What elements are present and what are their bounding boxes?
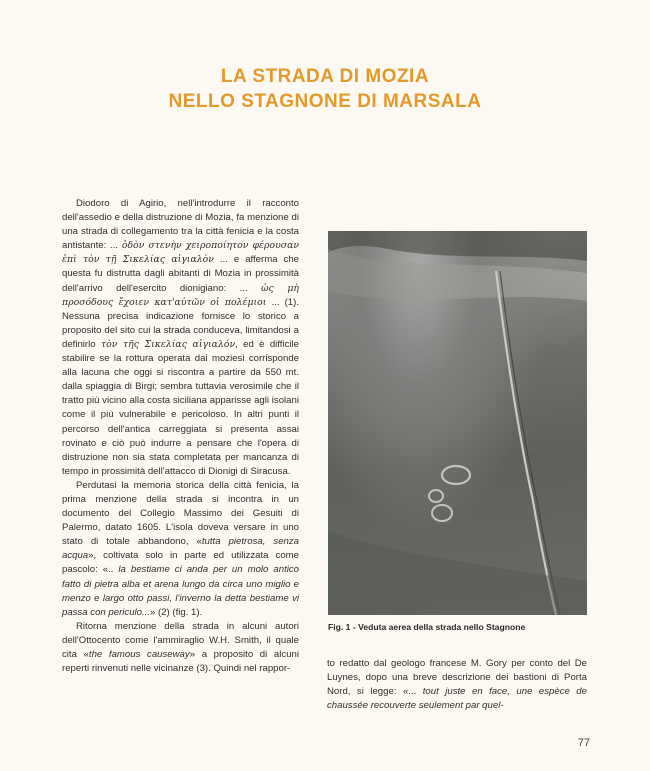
- greek-quote: ὁδὸν στενὴν χειροποίητον φέρουσαν ἐπὶ τὸν τῇ Σικελίας αἰγιαλὸν: [62, 240, 299, 266]
- text-run: , ed è difficile stabilire se la rottura operata dai moziesi corrisponde alla lacuna che oggi si riscontra a partire da 550 mt. dalla spiaggia di Birgi; sembra tuttavia verosimile che il tratto più vicino alla costa siciliana apparisse agli isolani come il più vulnerabile e pericoloso. In altri punti il percorso dell'antica carreggiata si presenta assai rovinato e ciò può indurre a pensare che l'opera di distruzione non sia stata completata per mancanza di tempo in prossimità dell'attacco di Dionigi di Siracusa.: [62, 338, 299, 477]
- continuation-paragraph: [327, 657, 587, 713]
- islet-outline-1: [442, 466, 470, 484]
- figure-caption: Fig. 1 - Veduta aerea della strada nello Stagnone: [328, 622, 526, 632]
- italic-quote: tutta pietrosa, senza acqua: [62, 536, 299, 562]
- islet-outline-3: [432, 505, 452, 521]
- text-run: to redatto dal geologo francese M. Gory per conto del De Luynes, dopo una breve descrizione dei bastioni di Porta Nord, si legge: «...: [327, 658, 587, 698]
- aerial-photo-drawing: [328, 231, 587, 615]
- text-run: Ritorna menzione della strada in alcuni autori dell'Ottocento come l'ammiraglio W.H. Smith, il quale cita «: [62, 620, 299, 660]
- text-run: » (2) (fig. 1).: [150, 606, 203, 618]
- italic-quote: the famous causeway: [88, 649, 190, 660]
- text-run: ... e afferma che questa fu distrutta dagli abitanti di Mozia in prossimità dell'arrivo dell'esercito dionigiano: ...: [62, 254, 300, 294]
- causeway-shadow: [500, 271, 560, 615]
- greek-quote: τὸν τῆς Σικελίας αἰγιαλόν: [100, 338, 236, 350]
- text-run: Perdutasi la memoria storica della città fenicia, la prima menzione della strada si incontra in un documento del Collegio Massimo dei Gesuiti di Palermo, datato 1605. L'isola doveva versare in uno stato di totale abbandono, «: [62, 479, 299, 548]
- bottom-water: [328, 531, 587, 615]
- title-line-1: LA STRADA DI MOZIA: [220, 66, 430, 87]
- right-text-column: [327, 657, 587, 713]
- paragraph-3: [62, 620, 299, 676]
- page-number: 77: [577, 737, 590, 749]
- aerial-photo: [328, 231, 587, 615]
- islet-outline-2: [429, 490, 443, 502]
- paragraph-1: [62, 197, 299, 479]
- paragraph-2: [62, 479, 299, 620]
- greek-quote: ὡς μὴ προσόδους ἔχοιεν κατ'αὐτῶν οἱ πολέμιοι: [62, 282, 299, 308]
- article-title: [0, 64, 650, 114]
- left-text-column: [62, 197, 299, 676]
- title-line-2: NELLO STAGNONE DI MARSALA: [168, 91, 482, 112]
- text-run: », coltivata solo in parte ed utilizzata come pascolo: «..: [62, 550, 299, 576]
- top-dark-band: [328, 231, 587, 261]
- italic-quote: tout juste en face, une espèce de chaussée recouverte seulement par quel-: [327, 686, 587, 712]
- text-run: » a proposito di alcuni reperti rinvenuti nelle vicinanze (3). Quindi nel rappor-: [62, 649, 299, 675]
- text-run: Diodoro di Agirio, nell'introdurre il racconto dell'assedio e della distruzione di Mozia, fa menzione di una strada di collegamento tra la città fenicia e la costa antistante: ...: [62, 198, 299, 252]
- italic-quote: la bestiame ci anda per un molo antico fatto di pietra alba et arena lungo da circa uno miglio e menzo e largo otto passi, l'inverno la detta bestiame vi passa con periculo...: [62, 564, 299, 618]
- text-run: ... (1). Nessuna precisa indicazione fornisce lo storico a proposito del sito cui la strada conduceva, limitandosi a definirlo: [62, 296, 300, 350]
